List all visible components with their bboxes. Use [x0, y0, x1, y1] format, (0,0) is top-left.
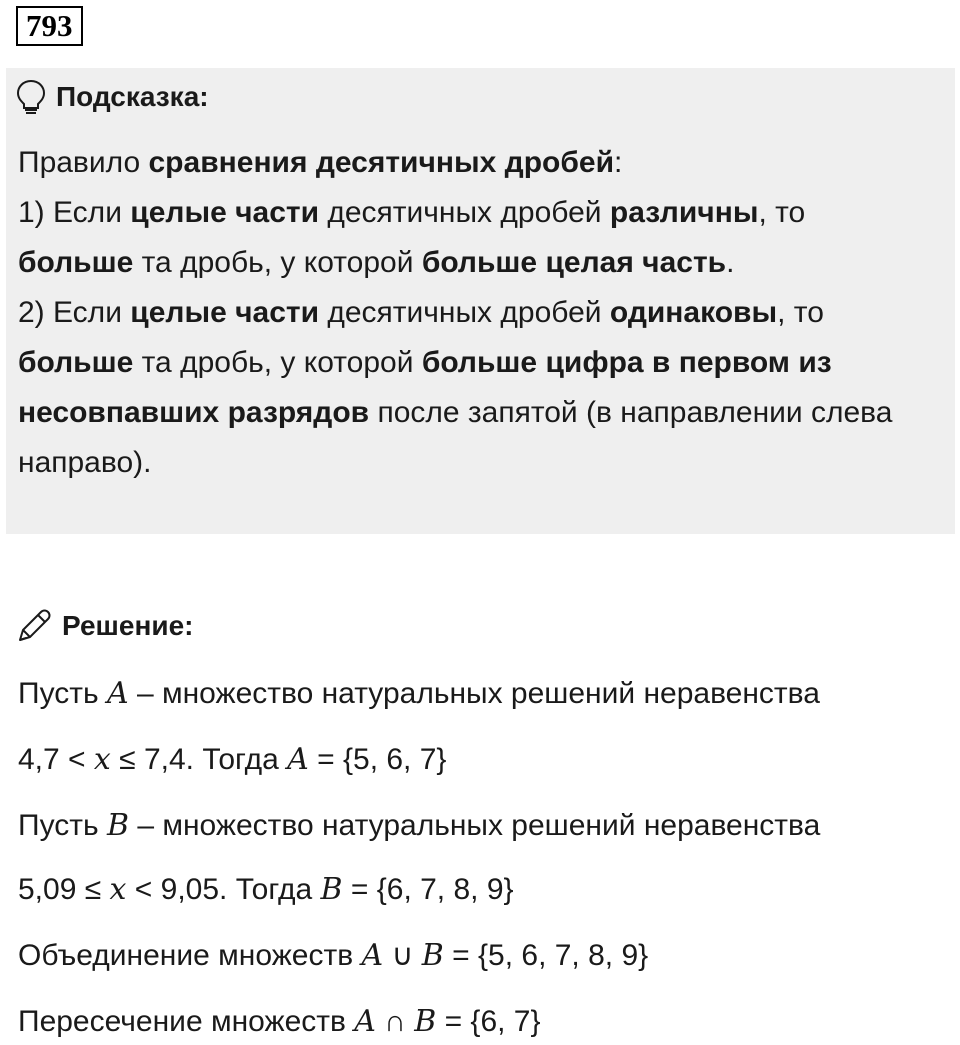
pencil-icon [14, 606, 54, 646]
hint-heading [14, 78, 209, 116]
solution-line-5: Объединение множеств A ∪ B = {5, 6, 7, 8, 9} [18, 938, 649, 973]
solution-line-6: Пересечение множеств A ∩ B = {6, 7} [18, 1004, 541, 1039]
hint-line-4: 2) Если целые части десятичных дробей одинаковы, то [18, 296, 824, 329]
hint-line-2: 1) Если целые части десятичных дробей различны, то [18, 196, 806, 229]
hint-heading-text: Подсказка: [56, 81, 209, 112]
solution-line-4: 5,09 ≤ x < 9,05. Тогда B = {6, 7, 8, 9} [18, 872, 514, 907]
hint-line-7: направо). [18, 446, 152, 479]
hint-line-3: больше та дробь, у которой больше целая часть. [18, 246, 735, 279]
solution-line-1: Пусть A – множество натуральных решений неравенства [18, 676, 820, 711]
solution-heading [14, 606, 193, 646]
solution-heading-text: Решение: [62, 610, 194, 641]
lightbulb-icon [14, 78, 48, 116]
solution-line-2: 4,7 < x ≤ 7,4. Тогда A = {5, 6, 7} [18, 742, 447, 777]
solution-line-3: Пусть B – множество натуральных решений неравенства [18, 808, 821, 843]
hint-line-5: больше та дробь, у которой больше цифра в первом из [18, 346, 832, 379]
hint-line-6: несовпавших разрядов после запятой (в направлении слева [18, 396, 893, 429]
task-number: 793 [16, 6, 83, 46]
hint-line-1: Правило сравнения десятичных дробей: [18, 146, 623, 179]
